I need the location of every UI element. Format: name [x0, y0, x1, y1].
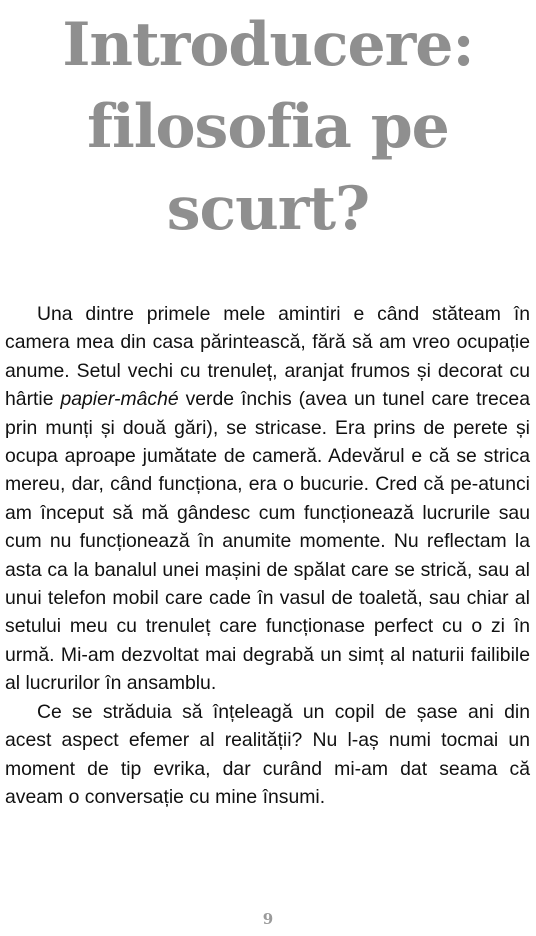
paragraph-1 — [5, 300, 530, 698]
paragraph-1-italic-term: papier-mâché — [60, 388, 179, 411]
chapter-title-line-1: Introducere: — [62, 10, 474, 80]
chapter-title — [0, 4, 536, 250]
body-text — [5, 300, 530, 811]
paragraph-2: Ce se străduia să înțeleagă un copil de șase ani din acest aspect efemer al realității? Nu l-aș numi tocmai un moment de tip evrika, dar curând mi-am dat seama că aveam o conversație cu mine însumi. — [5, 700, 530, 808]
paragraph-1-part-2: verde închis (avea un tunel care trecea prin munți și două gări), se stricase. Era prins de perete și ocupa aproape jumătate de cameră. Adevărul e că se strica mereu, dar, când funcționa, era o bucurie. Cred că pe-atunci am început să mă gândesc cum funcționează lucrurile sau cum nu funcționează în anumite momente. Nu reflectam la asta ca la banalul unei mașini de spălat care se strică, sau al unui telefon mobil care cade în vasul de toaletă, sau chiar al setului meu cu trenuleț care funcționase perfect cu o zi în urmă. Mi-am dezvoltat mai degrabă un simț al naturii failibile al lucrurilor în ansamblu. — [5, 388, 530, 695]
chapter-title-line-3: scurt? — [166, 174, 370, 244]
page-number: 9 — [262, 910, 274, 928]
paragraph-1-part-1: Una dintre primele mele amintiri e când stăteam în camera mea din casa părintească, fără să am vreo ocupație anume. Setul vechi cu trenuleț, aranjat frumos și decorat cu hârtie — [5, 303, 530, 411]
chapter-title-line-2: filosofia pe — [87, 92, 449, 162]
